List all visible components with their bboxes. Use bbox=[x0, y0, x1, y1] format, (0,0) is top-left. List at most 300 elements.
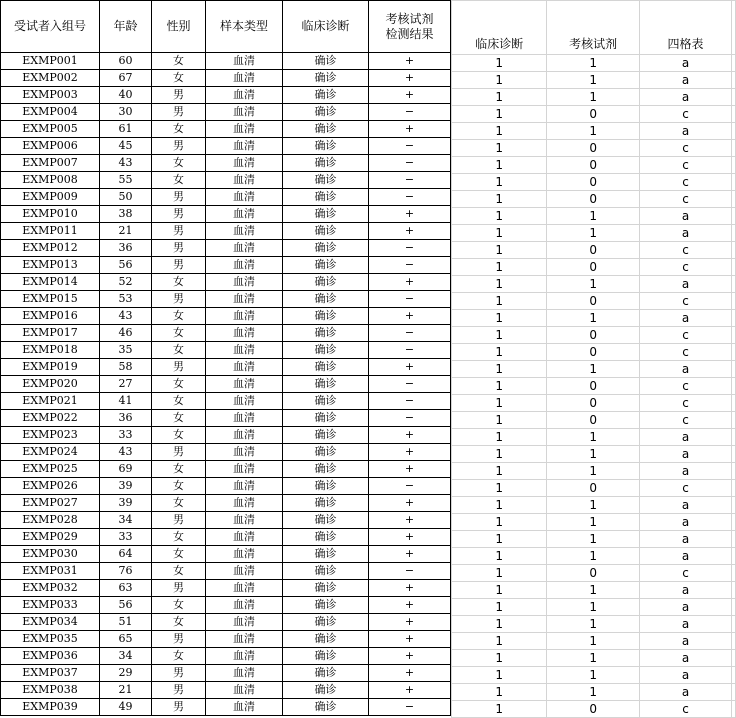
cell-fourfold-class[interactable]: a bbox=[639, 548, 731, 565]
cell-subject-id[interactable]: EXMP006 bbox=[1, 138, 100, 155]
cell-fourfold-class[interactable]: a bbox=[639, 89, 731, 106]
cell-reagent-code[interactable]: 1 bbox=[547, 599, 640, 616]
cell-clinical-code[interactable]: 1 bbox=[452, 701, 547, 718]
cell-reagent-result[interactable]: + bbox=[369, 274, 451, 291]
cell-clinical-code[interactable]: 1 bbox=[452, 412, 547, 429]
cell-age[interactable]: 64 bbox=[100, 546, 152, 563]
cell-reagent-result[interactable]: − bbox=[369, 155, 451, 172]
cell-clinical-code[interactable]: 1 bbox=[452, 310, 547, 327]
cell-clinical-code[interactable]: 1 bbox=[452, 225, 547, 242]
cell-sex[interactable]: 男 bbox=[152, 104, 206, 121]
cell-subject-id[interactable]: EXMP002 bbox=[1, 70, 100, 87]
cell-fourfold-class[interactable]: c bbox=[639, 140, 731, 157]
cell-reagent-code[interactable]: 1 bbox=[547, 684, 640, 701]
cell-sample-type[interactable]: 血清 bbox=[206, 189, 283, 206]
header-empty[interactable] bbox=[732, 1, 736, 55]
cell-clinical-diagnosis[interactable]: 确诊 bbox=[283, 529, 369, 546]
cell-clinical-code[interactable]: 1 bbox=[452, 208, 547, 225]
cell-reagent-code[interactable]: 0 bbox=[547, 242, 640, 259]
cell-fourfold-class[interactable]: a bbox=[639, 225, 731, 242]
cell-empty[interactable] bbox=[732, 157, 736, 174]
cell-sample-type[interactable]: 血清 bbox=[206, 597, 283, 614]
cell-reagent-code[interactable]: 1 bbox=[547, 89, 640, 106]
cell-reagent-result[interactable]: + bbox=[369, 682, 451, 699]
cell-fourfold-class[interactable]: a bbox=[639, 55, 731, 72]
cell-sample-type[interactable]: 血清 bbox=[206, 223, 283, 240]
cell-subject-id[interactable]: EXMP005 bbox=[1, 121, 100, 138]
cell-subject-id[interactable]: EXMP009 bbox=[1, 189, 100, 206]
cell-reagent-code[interactable]: 0 bbox=[547, 378, 640, 395]
cell-reagent-code[interactable]: 0 bbox=[547, 259, 640, 276]
cell-clinical-diagnosis[interactable]: 确诊 bbox=[283, 308, 369, 325]
cell-age[interactable]: 51 bbox=[100, 614, 152, 631]
cell-empty[interactable] bbox=[732, 701, 736, 718]
cell-empty[interactable] bbox=[732, 310, 736, 327]
cell-sex[interactable]: 女 bbox=[152, 393, 206, 410]
cell-clinical-code[interactable]: 1 bbox=[452, 463, 547, 480]
cell-sex[interactable]: 男 bbox=[152, 206, 206, 223]
cell-subject-id[interactable]: EXMP021 bbox=[1, 393, 100, 410]
cell-clinical-diagnosis[interactable]: 确诊 bbox=[283, 138, 369, 155]
cell-age[interactable]: 46 bbox=[100, 325, 152, 342]
cell-reagent-code[interactable]: 1 bbox=[547, 123, 640, 140]
cell-reagent-result[interactable]: + bbox=[369, 495, 451, 512]
cell-fourfold-class[interactable]: c bbox=[639, 242, 731, 259]
cell-empty[interactable] bbox=[732, 89, 736, 106]
cell-sample-type[interactable]: 血清 bbox=[206, 138, 283, 155]
cell-sample-type[interactable]: 血清 bbox=[206, 240, 283, 257]
cell-clinical-code[interactable]: 1 bbox=[452, 140, 547, 157]
cell-clinical-code[interactable]: 1 bbox=[452, 599, 547, 616]
cell-age[interactable]: 53 bbox=[100, 291, 152, 308]
cell-sex[interactable]: 女 bbox=[152, 461, 206, 478]
cell-age[interactable]: 55 bbox=[100, 172, 152, 189]
cell-sex[interactable]: 女 bbox=[152, 546, 206, 563]
cell-subject-id[interactable]: EXMP023 bbox=[1, 427, 100, 444]
cell-reagent-code[interactable]: 0 bbox=[547, 106, 640, 123]
cell-empty[interactable] bbox=[732, 191, 736, 208]
cell-sex[interactable]: 男 bbox=[152, 240, 206, 257]
cell-subject-id[interactable]: EXMP029 bbox=[1, 529, 100, 546]
cell-fourfold-class[interactable]: a bbox=[639, 650, 731, 667]
cell-reagent-result[interactable]: − bbox=[369, 172, 451, 189]
cell-reagent-code[interactable]: 0 bbox=[547, 174, 640, 191]
cell-clinical-diagnosis[interactable]: 确诊 bbox=[283, 155, 369, 172]
cell-fourfold-class[interactable]: a bbox=[639, 123, 731, 140]
cell-clinical-code[interactable]: 1 bbox=[452, 531, 547, 548]
cell-reagent-result[interactable]: − bbox=[369, 478, 451, 495]
cell-age[interactable]: 30 bbox=[100, 104, 152, 121]
cell-clinical-code[interactable]: 1 bbox=[452, 72, 547, 89]
cell-reagent-code[interactable]: 1 bbox=[547, 616, 640, 633]
cell-sex[interactable]: 男 bbox=[152, 444, 206, 461]
cell-subject-id[interactable]: EXMP037 bbox=[1, 665, 100, 682]
cell-subject-id[interactable]: EXMP033 bbox=[1, 597, 100, 614]
cell-empty[interactable] bbox=[732, 412, 736, 429]
cell-sample-type[interactable]: 血清 bbox=[206, 699, 283, 716]
cell-subject-id[interactable]: EXMP004 bbox=[1, 104, 100, 121]
cell-empty[interactable] bbox=[732, 565, 736, 582]
cell-age[interactable]: 43 bbox=[100, 444, 152, 461]
cell-sex[interactable]: 男 bbox=[152, 665, 206, 682]
cell-empty[interactable] bbox=[732, 548, 736, 565]
cell-reagent-result[interactable]: − bbox=[369, 189, 451, 206]
cell-clinical-diagnosis[interactable]: 确诊 bbox=[283, 665, 369, 682]
cell-sex[interactable]: 女 bbox=[152, 121, 206, 138]
cell-reagent-code[interactable]: 0 bbox=[547, 140, 640, 157]
cell-age[interactable]: 39 bbox=[100, 495, 152, 512]
cell-fourfold-class[interactable]: c bbox=[639, 395, 731, 412]
cell-empty[interactable] bbox=[732, 327, 736, 344]
cell-age[interactable]: 36 bbox=[100, 240, 152, 257]
cell-subject-id[interactable]: EXMP020 bbox=[1, 376, 100, 393]
cell-subject-id[interactable]: EXMP034 bbox=[1, 614, 100, 631]
cell-clinical-diagnosis[interactable]: 确诊 bbox=[283, 274, 369, 291]
cell-subject-id[interactable]: EXMP036 bbox=[1, 648, 100, 665]
cell-clinical-code[interactable]: 1 bbox=[452, 327, 547, 344]
cell-clinical-code[interactable]: 1 bbox=[452, 650, 547, 667]
cell-clinical-code[interactable]: 1 bbox=[452, 514, 547, 531]
cell-sample-type[interactable]: 血清 bbox=[206, 359, 283, 376]
cell-clinical-code[interactable]: 1 bbox=[452, 123, 547, 140]
cell-subject-id[interactable]: EXMP007 bbox=[1, 155, 100, 172]
cell-subject-id[interactable]: EXMP022 bbox=[1, 410, 100, 427]
cell-clinical-code[interactable]: 1 bbox=[452, 259, 547, 276]
cell-clinical-code[interactable]: 1 bbox=[452, 344, 547, 361]
cell-clinical-diagnosis[interactable]: 确诊 bbox=[283, 223, 369, 240]
cell-reagent-code[interactable]: 0 bbox=[547, 293, 640, 310]
cell-clinical-diagnosis[interactable]: 确诊 bbox=[283, 512, 369, 529]
header-reagent-result[interactable] bbox=[369, 1, 451, 53]
cell-sample-type[interactable]: 血清 bbox=[206, 631, 283, 648]
cell-sample-type[interactable]: 血清 bbox=[206, 512, 283, 529]
cell-clinical-code[interactable]: 1 bbox=[452, 548, 547, 565]
cell-sex[interactable]: 男 bbox=[152, 512, 206, 529]
cell-sample-type[interactable]: 血清 bbox=[206, 376, 283, 393]
cell-reagent-result[interactable]: + bbox=[369, 529, 451, 546]
cell-clinical-code[interactable]: 1 bbox=[452, 361, 547, 378]
cell-reagent-result[interactable]: + bbox=[369, 461, 451, 478]
cell-fourfold-class[interactable]: c bbox=[639, 701, 731, 718]
cell-empty[interactable] bbox=[732, 72, 736, 89]
cell-reagent-result[interactable]: + bbox=[369, 597, 451, 614]
cell-reagent-result[interactable]: − bbox=[369, 563, 451, 580]
cell-reagent-result[interactable]: − bbox=[369, 138, 451, 155]
cell-clinical-diagnosis[interactable]: 确诊 bbox=[283, 393, 369, 410]
cell-sample-type[interactable]: 血清 bbox=[206, 427, 283, 444]
cell-reagent-code[interactable]: 0 bbox=[547, 395, 640, 412]
cell-reagent-result[interactable]: + bbox=[369, 206, 451, 223]
cell-reagent-code[interactable]: 1 bbox=[547, 361, 640, 378]
cell-reagent-code[interactable]: 1 bbox=[547, 497, 640, 514]
cell-empty[interactable] bbox=[732, 446, 736, 463]
cell-clinical-diagnosis[interactable]: 确诊 bbox=[283, 563, 369, 580]
cell-reagent-result[interactable]: + bbox=[369, 546, 451, 563]
cell-sex[interactable]: 女 bbox=[152, 376, 206, 393]
cell-reagent-code[interactable]: 1 bbox=[547, 667, 640, 684]
cell-subject-id[interactable]: EXMP025 bbox=[1, 461, 100, 478]
cell-subject-id[interactable]: EXMP028 bbox=[1, 512, 100, 529]
cell-subject-id[interactable]: EXMP039 bbox=[1, 699, 100, 716]
cell-sample-type[interactable]: 血清 bbox=[206, 393, 283, 410]
cell-age[interactable]: 63 bbox=[100, 580, 152, 597]
cell-sex[interactable]: 女 bbox=[152, 53, 206, 70]
cell-age[interactable]: 36 bbox=[100, 410, 152, 427]
cell-empty[interactable] bbox=[732, 361, 736, 378]
cell-reagent-result[interactable]: − bbox=[369, 342, 451, 359]
cell-empty[interactable] bbox=[732, 582, 736, 599]
cell-subject-id[interactable]: EXMP030 bbox=[1, 546, 100, 563]
cell-clinical-diagnosis[interactable]: 确诊 bbox=[283, 427, 369, 444]
cell-sex[interactable]: 女 bbox=[152, 427, 206, 444]
cell-clinical-diagnosis[interactable]: 确诊 bbox=[283, 376, 369, 393]
cell-clinical-code[interactable]: 1 bbox=[452, 667, 547, 684]
cell-reagent-result[interactable]: + bbox=[369, 70, 451, 87]
cell-fourfold-class[interactable]: a bbox=[639, 514, 731, 531]
header-subject-id[interactable]: 受试者入组号 bbox=[1, 1, 100, 53]
cell-clinical-code[interactable]: 1 bbox=[452, 174, 547, 191]
cell-sample-type[interactable]: 血清 bbox=[206, 682, 283, 699]
cell-fourfold-class[interactable]: a bbox=[639, 463, 731, 480]
cell-subject-id[interactable]: EXMP026 bbox=[1, 478, 100, 495]
cell-sex[interactable]: 女 bbox=[152, 563, 206, 580]
cell-age[interactable]: 33 bbox=[100, 427, 152, 444]
cell-sample-type[interactable]: 血清 bbox=[206, 546, 283, 563]
cell-empty[interactable] bbox=[732, 531, 736, 548]
cell-sample-type[interactable]: 血清 bbox=[206, 87, 283, 104]
cell-subject-id[interactable]: EXMP010 bbox=[1, 206, 100, 223]
cell-sex[interactable]: 男 bbox=[152, 699, 206, 716]
cell-sample-type[interactable]: 血清 bbox=[206, 121, 283, 138]
cell-clinical-diagnosis[interactable]: 确诊 bbox=[283, 53, 369, 70]
cell-sample-type[interactable]: 血清 bbox=[206, 257, 283, 274]
cell-sample-type[interactable]: 血清 bbox=[206, 206, 283, 223]
cell-reagent-code[interactable]: 1 bbox=[547, 548, 640, 565]
cell-clinical-diagnosis[interactable]: 确诊 bbox=[283, 682, 369, 699]
cell-clinical-diagnosis[interactable]: 确诊 bbox=[283, 291, 369, 308]
header-clinical-code[interactable]: 临床诊断 bbox=[452, 1, 547, 55]
cell-reagent-result[interactable]: + bbox=[369, 121, 451, 138]
cell-age[interactable]: 43 bbox=[100, 155, 152, 172]
cell-reagent-result[interactable]: − bbox=[369, 257, 451, 274]
cell-clinical-code[interactable]: 1 bbox=[452, 191, 547, 208]
cell-age[interactable]: 50 bbox=[100, 189, 152, 206]
cell-clinical-diagnosis[interactable]: 确诊 bbox=[283, 580, 369, 597]
cell-empty[interactable] bbox=[732, 650, 736, 667]
cell-fourfold-class[interactable]: a bbox=[639, 310, 731, 327]
cell-sample-type[interactable]: 血清 bbox=[206, 155, 283, 172]
cell-clinical-code[interactable]: 1 bbox=[452, 276, 547, 293]
cell-subject-id[interactable]: EXMP019 bbox=[1, 359, 100, 376]
cell-sex[interactable]: 女 bbox=[152, 155, 206, 172]
cell-reagent-code[interactable]: 1 bbox=[547, 225, 640, 242]
cell-fourfold-class[interactable]: c bbox=[639, 480, 731, 497]
cell-empty[interactable] bbox=[732, 276, 736, 293]
cell-sex[interactable]: 女 bbox=[152, 325, 206, 342]
cell-sex[interactable]: 男 bbox=[152, 291, 206, 308]
cell-clinical-diagnosis[interactable]: 确诊 bbox=[283, 70, 369, 87]
cell-reagent-result[interactable]: + bbox=[369, 87, 451, 104]
cell-fourfold-class[interactable]: c bbox=[639, 293, 731, 310]
cell-sample-type[interactable]: 血清 bbox=[206, 478, 283, 495]
cell-age[interactable]: 21 bbox=[100, 223, 152, 240]
cell-sex[interactable]: 女 bbox=[152, 70, 206, 87]
cell-age[interactable]: 34 bbox=[100, 648, 152, 665]
cell-clinical-diagnosis[interactable]: 确诊 bbox=[283, 257, 369, 274]
cell-fourfold-class[interactable]: a bbox=[639, 616, 731, 633]
cell-clinical-code[interactable]: 1 bbox=[452, 497, 547, 514]
cell-clinical-diagnosis[interactable]: 确诊 bbox=[283, 597, 369, 614]
cell-empty[interactable] bbox=[732, 55, 736, 72]
cell-clinical-diagnosis[interactable]: 确诊 bbox=[283, 631, 369, 648]
cell-empty[interactable] bbox=[732, 633, 736, 650]
cell-fourfold-class[interactable]: a bbox=[639, 429, 731, 446]
cell-sex[interactable]: 女 bbox=[152, 172, 206, 189]
cell-age[interactable]: 49 bbox=[100, 699, 152, 716]
cell-reagent-result[interactable]: + bbox=[369, 444, 451, 461]
cell-clinical-diagnosis[interactable]: 确诊 bbox=[283, 495, 369, 512]
cell-fourfold-class[interactable]: c bbox=[639, 157, 731, 174]
cell-empty[interactable] bbox=[732, 395, 736, 412]
cell-sample-type[interactable]: 血清 bbox=[206, 70, 283, 87]
cell-age[interactable]: 56 bbox=[100, 257, 152, 274]
cell-empty[interactable] bbox=[732, 225, 736, 242]
cell-subject-id[interactable]: EXMP031 bbox=[1, 563, 100, 580]
cell-reagent-code[interactable]: 1 bbox=[547, 208, 640, 225]
cell-reagent-code[interactable]: 0 bbox=[547, 701, 640, 718]
cell-clinical-code[interactable]: 1 bbox=[452, 446, 547, 463]
cell-clinical-diagnosis[interactable]: 确诊 bbox=[283, 172, 369, 189]
cell-sample-type[interactable]: 血清 bbox=[206, 614, 283, 631]
cell-sex[interactable]: 女 bbox=[152, 308, 206, 325]
cell-reagent-result[interactable]: + bbox=[369, 53, 451, 70]
cell-sex[interactable]: 女 bbox=[152, 274, 206, 291]
cell-reagent-code[interactable]: 0 bbox=[547, 157, 640, 174]
cell-reagent-result[interactable]: − bbox=[369, 240, 451, 257]
cell-age[interactable]: 41 bbox=[100, 393, 152, 410]
cell-clinical-diagnosis[interactable]: 确诊 bbox=[283, 87, 369, 104]
cell-sex[interactable]: 男 bbox=[152, 257, 206, 274]
cell-fourfold-class[interactable]: c bbox=[639, 174, 731, 191]
cell-reagent-result[interactable]: − bbox=[369, 291, 451, 308]
cell-clinical-code[interactable]: 1 bbox=[452, 684, 547, 701]
cell-subject-id[interactable]: EXMP001 bbox=[1, 53, 100, 70]
cell-sex[interactable]: 女 bbox=[152, 597, 206, 614]
cell-reagent-result[interactable]: − bbox=[369, 699, 451, 716]
cell-clinical-diagnosis[interactable]: 确诊 bbox=[283, 189, 369, 206]
cell-clinical-code[interactable]: 1 bbox=[452, 55, 547, 72]
cell-empty[interactable] bbox=[732, 174, 736, 191]
cell-sample-type[interactable]: 血清 bbox=[206, 291, 283, 308]
cell-reagent-result[interactable]: + bbox=[369, 308, 451, 325]
cell-fourfold-class[interactable]: c bbox=[639, 565, 731, 582]
cell-sample-type[interactable]: 血清 bbox=[206, 410, 283, 427]
cell-fourfold-class[interactable]: c bbox=[639, 259, 731, 276]
cell-sex[interactable]: 女 bbox=[152, 478, 206, 495]
cell-fourfold-class[interactable]: a bbox=[639, 531, 731, 548]
cell-empty[interactable] bbox=[732, 259, 736, 276]
cell-sample-type[interactable]: 血清 bbox=[206, 308, 283, 325]
cell-reagent-code[interactable]: 1 bbox=[547, 55, 640, 72]
cell-age[interactable]: 58 bbox=[100, 359, 152, 376]
cell-clinical-diagnosis[interactable]: 确诊 bbox=[283, 461, 369, 478]
cell-reagent-code[interactable]: 0 bbox=[547, 344, 640, 361]
cell-empty[interactable] bbox=[732, 497, 736, 514]
cell-empty[interactable] bbox=[732, 293, 736, 310]
cell-sex[interactable]: 男 bbox=[152, 580, 206, 597]
cell-clinical-code[interactable]: 1 bbox=[452, 582, 547, 599]
cell-clinical-code[interactable]: 1 bbox=[452, 395, 547, 412]
cell-age[interactable]: 35 bbox=[100, 342, 152, 359]
cell-empty[interactable] bbox=[732, 463, 736, 480]
cell-reagent-code[interactable]: 1 bbox=[547, 650, 640, 667]
cell-reagent-code[interactable]: 0 bbox=[547, 327, 640, 344]
cell-reagent-code[interactable]: 1 bbox=[547, 310, 640, 327]
cell-fourfold-class[interactable]: c bbox=[639, 191, 731, 208]
cell-clinical-code[interactable]: 1 bbox=[452, 565, 547, 582]
cell-sex[interactable]: 男 bbox=[152, 682, 206, 699]
cell-sample-type[interactable]: 血清 bbox=[206, 444, 283, 461]
cell-subject-id[interactable]: EXMP015 bbox=[1, 291, 100, 308]
cell-reagent-result[interactable]: − bbox=[369, 104, 451, 121]
cell-reagent-result[interactable]: + bbox=[369, 648, 451, 665]
cell-sex[interactable]: 女 bbox=[152, 342, 206, 359]
cell-sample-type[interactable]: 血清 bbox=[206, 53, 283, 70]
cell-reagent-code[interactable]: 1 bbox=[547, 582, 640, 599]
cell-empty[interactable] bbox=[732, 616, 736, 633]
header-age[interactable]: 年龄 bbox=[100, 1, 152, 53]
cell-fourfold-class[interactable]: a bbox=[639, 582, 731, 599]
cell-fourfold-class[interactable]: c bbox=[639, 344, 731, 361]
cell-clinical-code[interactable]: 1 bbox=[452, 89, 547, 106]
cell-subject-id[interactable]: EXMP027 bbox=[1, 495, 100, 512]
cell-sample-type[interactable]: 血清 bbox=[206, 648, 283, 665]
cell-reagent-result[interactable]: − bbox=[369, 376, 451, 393]
cell-clinical-diagnosis[interactable]: 确诊 bbox=[283, 325, 369, 342]
cell-subject-id[interactable]: EXMP035 bbox=[1, 631, 100, 648]
cell-clinical-code[interactable]: 1 bbox=[452, 157, 547, 174]
cell-fourfold-class[interactable]: a bbox=[639, 208, 731, 225]
cell-clinical-diagnosis[interactable]: 确诊 bbox=[283, 359, 369, 376]
cell-subject-id[interactable]: EXMP008 bbox=[1, 172, 100, 189]
cell-sex[interactable]: 男 bbox=[152, 631, 206, 648]
cell-clinical-code[interactable]: 1 bbox=[452, 378, 547, 395]
cell-subject-id[interactable]: EXMP038 bbox=[1, 682, 100, 699]
cell-reagent-code[interactable]: 1 bbox=[547, 276, 640, 293]
cell-age[interactable]: 45 bbox=[100, 138, 152, 155]
cell-reagent-code[interactable]: 0 bbox=[547, 191, 640, 208]
cell-reagent-result[interactable]: + bbox=[369, 580, 451, 597]
cell-sex[interactable]: 女 bbox=[152, 648, 206, 665]
cell-reagent-code[interactable]: 1 bbox=[547, 429, 640, 446]
cell-subject-id[interactable]: EXMP012 bbox=[1, 240, 100, 257]
cell-age[interactable]: 27 bbox=[100, 376, 152, 393]
cell-reagent-result[interactable]: + bbox=[369, 427, 451, 444]
cell-clinical-code[interactable]: 1 bbox=[452, 429, 547, 446]
cell-sample-type[interactable]: 血清 bbox=[206, 461, 283, 478]
cell-age[interactable]: 65 bbox=[100, 631, 152, 648]
cell-empty[interactable] bbox=[732, 514, 736, 531]
cell-clinical-code[interactable]: 1 bbox=[452, 616, 547, 633]
cell-sex[interactable]: 男 bbox=[152, 223, 206, 240]
cell-reagent-code[interactable]: 1 bbox=[547, 446, 640, 463]
header-sex[interactable]: 性别 bbox=[152, 1, 206, 53]
cell-age[interactable]: 61 bbox=[100, 121, 152, 138]
cell-clinical-code[interactable]: 1 bbox=[452, 480, 547, 497]
cell-fourfold-class[interactable]: c bbox=[639, 106, 731, 123]
cell-sample-type[interactable]: 血清 bbox=[206, 495, 283, 512]
cell-sample-type[interactable]: 血清 bbox=[206, 529, 283, 546]
